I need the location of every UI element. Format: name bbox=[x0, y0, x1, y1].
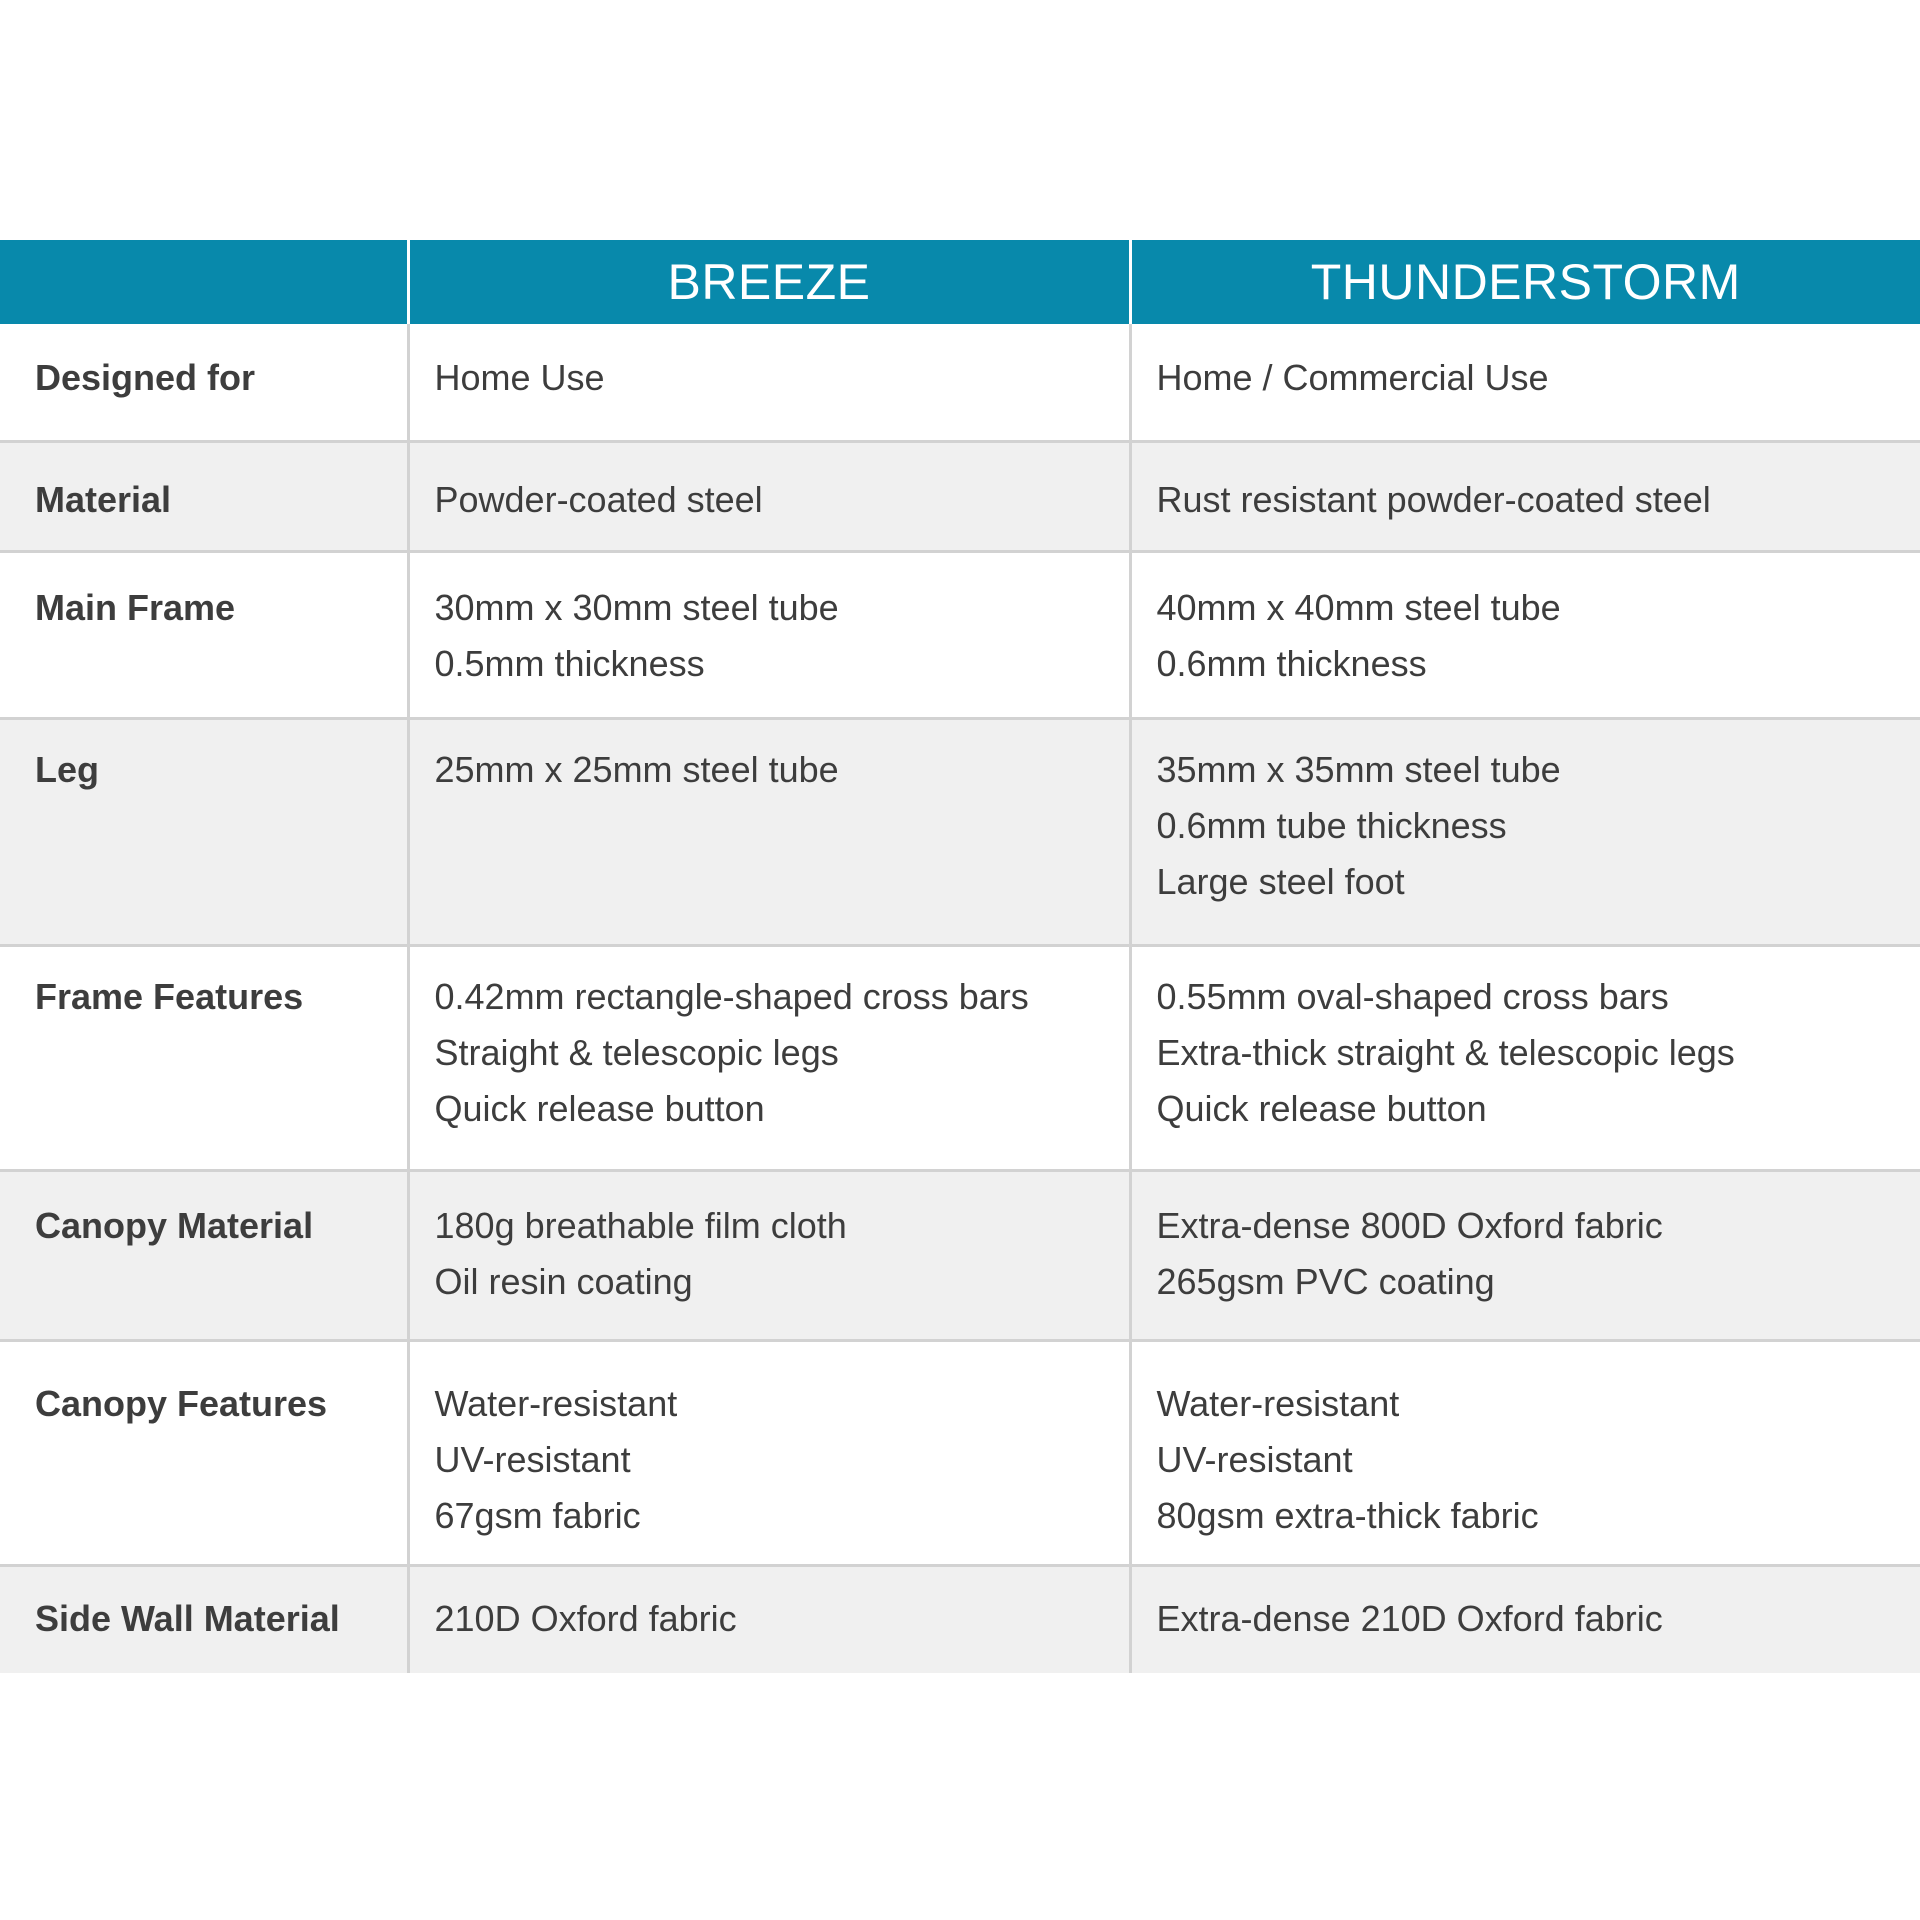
thunderstorm-cell bbox=[1130, 946, 1920, 1171]
row-label-text: Side Wall Material bbox=[35, 1598, 340, 1639]
table-row bbox=[0, 324, 1920, 442]
breeze-cell bbox=[408, 442, 1130, 552]
breeze-value: 0.5mm thickness bbox=[434, 643, 705, 684]
row-label bbox=[0, 324, 408, 442]
thunderstorm-value: Rust resistant powder-coated steel bbox=[1156, 479, 1711, 520]
thunderstorm-value: UV-resistant bbox=[1156, 1439, 1353, 1480]
thunderstorm-value: Home / Commercial Use bbox=[1156, 357, 1549, 398]
table-row bbox=[0, 946, 1920, 1171]
breeze-cell bbox=[408, 1566, 1130, 1674]
header-thunderstorm: THUNDERSTORM bbox=[1130, 240, 1920, 324]
row-label bbox=[0, 719, 408, 946]
thunderstorm-value: Extra-dense 800D Oxford fabric bbox=[1156, 1205, 1663, 1246]
breeze-value: 30mm x 30mm steel tube bbox=[434, 587, 839, 628]
table-row bbox=[0, 719, 1920, 946]
thunderstorm-value: Water-resistant bbox=[1156, 1383, 1400, 1424]
thunderstorm-value: 0.55mm oval-shaped cross bars bbox=[1156, 976, 1669, 1017]
thunderstorm-cell bbox=[1130, 1171, 1920, 1341]
thunderstorm-cell bbox=[1130, 442, 1920, 552]
breeze-value: Straight & telescopic legs bbox=[434, 1032, 839, 1073]
breeze-cell bbox=[408, 946, 1130, 1171]
breeze-cell bbox=[408, 719, 1130, 946]
table-row bbox=[0, 1341, 1920, 1566]
thunderstorm-value: Extra-thick straight & telescopic legs bbox=[1156, 1032, 1735, 1073]
breeze-value: Oil resin coating bbox=[434, 1261, 693, 1302]
comparison-table bbox=[0, 240, 1920, 1673]
row-label-text: Canopy Material bbox=[35, 1205, 314, 1246]
breeze-value: Quick release button bbox=[434, 1088, 765, 1129]
thunderstorm-value: 265gsm PVC coating bbox=[1156, 1261, 1495, 1302]
breeze-cell bbox=[408, 552, 1130, 719]
thunderstorm-cell bbox=[1130, 1341, 1920, 1566]
header-empty-cell bbox=[0, 240, 408, 324]
header-breeze: BREEZE bbox=[408, 240, 1130, 324]
row-label bbox=[0, 442, 408, 552]
thunderstorm-cell bbox=[1130, 719, 1920, 946]
thunderstorm-cell bbox=[1130, 552, 1920, 719]
table-row bbox=[0, 552, 1920, 719]
thunderstorm-value: Extra-dense 210D Oxford fabric bbox=[1156, 1598, 1663, 1639]
row-label-text: Designed for bbox=[35, 357, 256, 398]
row-label-text: Frame Features bbox=[35, 976, 304, 1017]
breeze-value: 210D Oxford fabric bbox=[434, 1598, 737, 1639]
breeze-value: Home Use bbox=[434, 357, 605, 398]
header-row bbox=[0, 240, 1920, 324]
thunderstorm-value: 80gsm extra-thick fabric bbox=[1156, 1495, 1539, 1536]
row-label bbox=[0, 946, 408, 1171]
thunderstorm-value: Large steel foot bbox=[1156, 861, 1405, 902]
breeze-value: UV-resistant bbox=[434, 1439, 631, 1480]
breeze-cell bbox=[408, 324, 1130, 442]
row-label-text: Material bbox=[35, 479, 172, 520]
thunderstorm-cell bbox=[1130, 324, 1920, 442]
breeze-value: 0.42mm rectangle-shaped cross bars bbox=[434, 976, 1029, 1017]
breeze-cell bbox=[408, 1171, 1130, 1341]
table-row bbox=[0, 1171, 1920, 1341]
thunderstorm-value: Quick release button bbox=[1156, 1088, 1487, 1129]
thunderstorm-value: 35mm x 35mm steel tube bbox=[1156, 749, 1561, 790]
thunderstorm-value: 40mm x 40mm steel tube bbox=[1156, 587, 1561, 628]
breeze-value: Water-resistant bbox=[434, 1383, 678, 1424]
row-label bbox=[0, 1171, 408, 1341]
table-row bbox=[0, 1566, 1920, 1674]
thunderstorm-value: 0.6mm thickness bbox=[1156, 643, 1427, 684]
row-label bbox=[0, 1566, 408, 1674]
breeze-value: Powder-coated steel bbox=[434, 479, 763, 520]
table-header bbox=[0, 240, 1920, 324]
breeze-value: 67gsm fabric bbox=[434, 1495, 641, 1536]
thunderstorm-value: 0.6mm tube thickness bbox=[1156, 805, 1507, 846]
table-body bbox=[0, 324, 1920, 1673]
row-label bbox=[0, 552, 408, 719]
breeze-value: 25mm x 25mm steel tube bbox=[434, 749, 839, 790]
breeze-value: 180g breathable film cloth bbox=[434, 1205, 847, 1246]
row-label bbox=[0, 1341, 408, 1566]
thunderstorm-cell bbox=[1130, 1566, 1920, 1674]
breeze-cell bbox=[408, 1341, 1130, 1566]
table-row bbox=[0, 442, 1920, 552]
row-label-text: Leg bbox=[35, 749, 100, 790]
row-label-text: Main Frame bbox=[35, 587, 236, 628]
row-label-text: Canopy Features bbox=[35, 1383, 328, 1424]
